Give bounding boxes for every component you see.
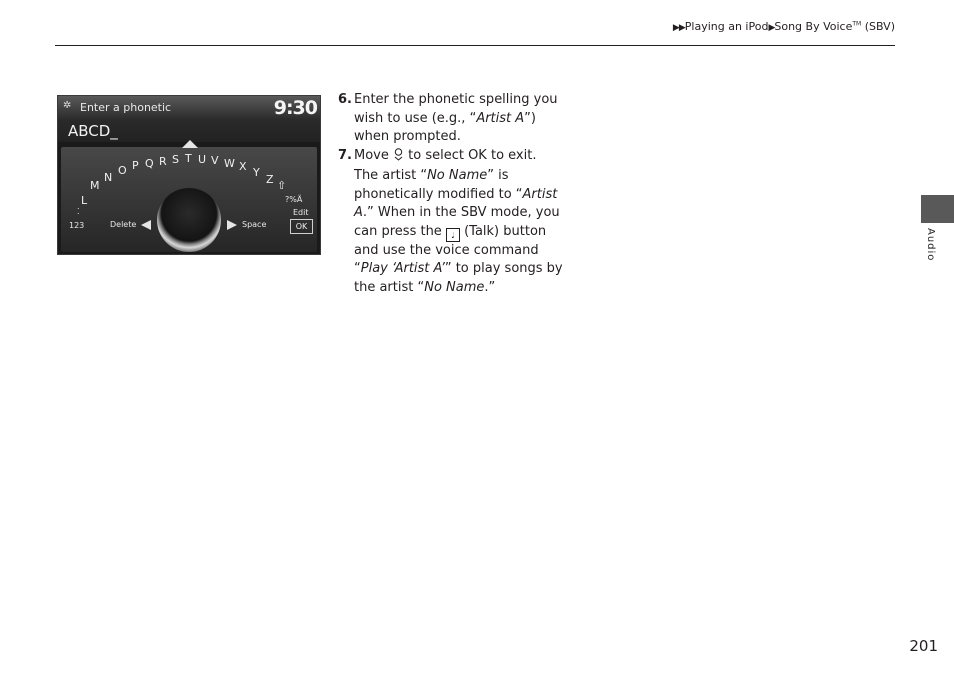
step-italic: Play ‘Artist A’ (360, 261, 445, 276)
letter-key-y[interactable]: Y (253, 166, 260, 179)
step-text: to exit. (486, 147, 537, 163)
entry-text: ABCD_ (68, 122, 118, 140)
delete-key[interactable]: Delete (110, 220, 137, 229)
trademark-mark: TM (852, 20, 862, 28)
step-text: Move (354, 147, 393, 163)
ok-button[interactable]: OK (290, 219, 313, 234)
instruction-steps (338, 91, 570, 297)
settings-gear-icon: ✲ (63, 100, 72, 111)
letter-key-t[interactable]: T (185, 152, 192, 165)
step-text: The artist “ (354, 168, 428, 183)
right-arrow-icon (227, 220, 237, 230)
letter-key-m[interactable]: M (90, 179, 100, 192)
breadcrumb-item-sbv[interactable]: Song By Voice (774, 20, 853, 33)
letter-key-q[interactable]: Q (145, 157, 154, 170)
letter-key-n[interactable]: N (104, 171, 113, 184)
device-screen (57, 95, 321, 255)
ok-label: OK (468, 147, 487, 163)
section-tab[interactable] (921, 195, 954, 223)
header-rule (55, 45, 895, 46)
step-text: ” is phonetically modified to “ (354, 168, 523, 202)
double-triangle-icon: ▶▶ (672, 23, 685, 33)
up-arrow-icon (182, 140, 198, 148)
step-text: Enter the phonetic spelling you wish to use (e.g., “ (354, 92, 558, 126)
edit-label: Edit (293, 208, 309, 217)
letter-key-z[interactable]: Z (266, 173, 274, 186)
letter-key-r[interactable]: R (159, 155, 167, 168)
step-italic: Artist A (476, 110, 525, 126)
step-number: 6. (338, 92, 352, 107)
step-text: ”) when prompted. (354, 110, 536, 144)
step-text: .” When in the SBV mode, you can press the (354, 205, 560, 239)
step-italic: Artist A (354, 186, 558, 220)
step-text: ” to play songs by the artist “ (354, 261, 563, 295)
left-arrow-icon (141, 220, 151, 230)
step-text: (Talk) button and use the voice command “ (354, 223, 547, 276)
talk-button-icon: 𝅘𝅥 (446, 228, 460, 242)
symbols-key[interactable]: ?%Ä (285, 195, 303, 204)
dots-glyph: ⁚ (77, 207, 80, 216)
selector-knob[interactable] (157, 188, 221, 252)
screen-clock: 9:30 (273, 97, 317, 119)
screen-prompt: Enter a phonetic (80, 101, 172, 114)
step-text: to select (404, 147, 469, 163)
letter-key-o[interactable]: O (118, 164, 127, 177)
letter-key-s[interactable]: S (172, 153, 179, 166)
section-label: Audio (925, 228, 936, 262)
triangle-icon: ▶ (768, 23, 775, 33)
breadcrumb-item-sbv-suffix: (SBV) (861, 20, 895, 33)
letter-key-w[interactable]: W (224, 157, 235, 170)
space-key[interactable]: Space (242, 220, 267, 229)
breadcrumb-item-ipod[interactable]: Playing an iPod (684, 20, 769, 33)
letter-key-x[interactable]: X (239, 160, 247, 173)
breadcrumb (673, 20, 895, 33)
step-italic: No Name (427, 168, 488, 183)
letter-key-p[interactable]: P (132, 159, 139, 172)
page-number: 201 (909, 637, 938, 655)
letter-key-l[interactable]: L (81, 194, 88, 207)
step-italic: No Name (424, 279, 485, 295)
shift-icon[interactable]: ⇧ (277, 179, 287, 192)
step-text: .” (484, 279, 496, 295)
letter-key-v[interactable]: V (211, 154, 219, 167)
interface-dial-icon (393, 148, 404, 168)
step-7 (338, 147, 570, 298)
step-6 (338, 91, 570, 147)
numbers-key[interactable]: 123 (69, 221, 85, 230)
step-number: 7. (338, 147, 352, 163)
letter-key-u[interactable]: U (198, 153, 207, 166)
